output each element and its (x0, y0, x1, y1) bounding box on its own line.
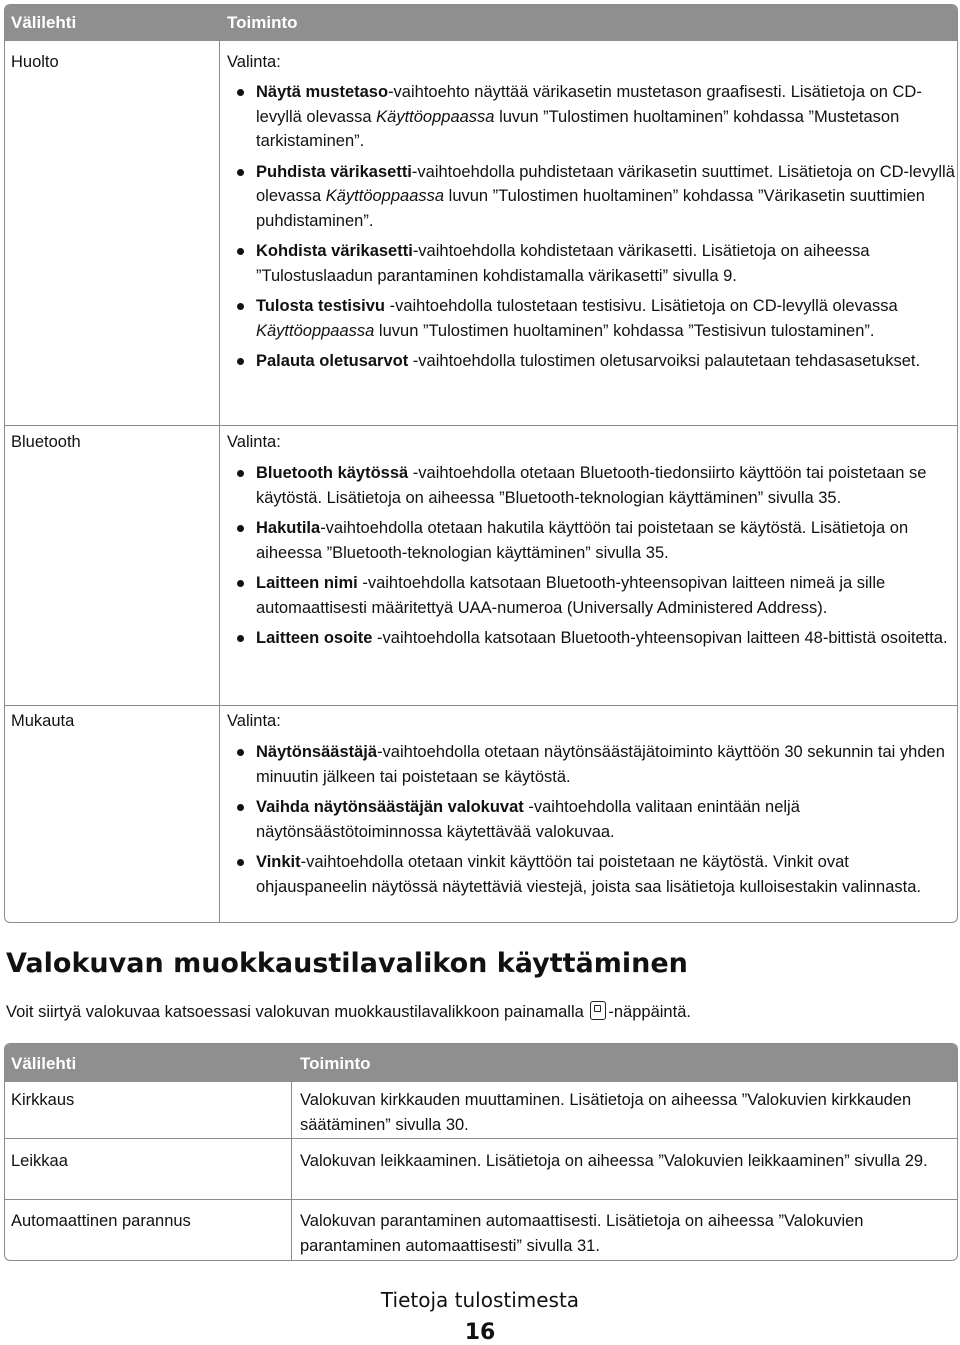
option-list (227, 740, 957, 905)
tab-label-bluetooth: Bluetooth (11, 433, 81, 451)
tab-label-mukauta: Mukauta (11, 712, 75, 730)
row-divider (5, 425, 957, 426)
tab-label-leikkaa: Leikkaa (11, 1152, 68, 1170)
list-item: Näytönsäästäjä-vaihtoehdolla otetaan näytönsäästäjätoiminto käyttöön 30 sekunnin tai yhden minuutin jälkeen tai poistetaan se käytöstä. (227, 740, 957, 789)
footer-title: Tietoja tulostimesta (380, 1288, 580, 1312)
header-tab: Välilehti (11, 13, 77, 32)
row-divider (5, 1138, 957, 1139)
row-text: Valokuvan kirkkauden muuttaminen. Lisätietoja on aiheessa ”Valokuvien kirkkauden säätäminen” sivulla 30. (300, 1091, 912, 1134)
header-function: Toiminto (227, 13, 298, 32)
list-item: Näytä mustetaso-vaihtoehto näyttää värikasetin mustetason graafisesti. Lisätietoja on CD-levyllä olevassa Käyttöoppaassa luvun ”Tulostimen huoltaminen” kohdassa ”Mustetason tarkistaminen”. (227, 80, 957, 154)
photo-edit-table (4, 1043, 958, 1261)
list-item: Laitteen nimi -vaihtoehdolla katsotaan Bluetooth-yhteensopivan laitteen nimeä ja sille automaattisesti määritettyä UAA-numeroa (Universally Administered Address). (227, 571, 957, 620)
column-divider (291, 1082, 292, 1260)
section-intro: Voit siirtyä valokuvaa katsoessasi valokuvan muokkaustilavalikkoon painamalla -näppäintä. (6, 1003, 691, 1021)
row-text: Valokuvan parantaminen automaattisesti. Lisätietoja on aiheessa ”Valokuvien parantaminen automaattisesti” sivulla 31. (300, 1212, 864, 1255)
row-intro: Valinta: (227, 433, 281, 451)
header-function: Toiminto (300, 1054, 371, 1073)
list-item: Puhdista värikasetti-vaihtoehdolla puhdistetaan värikasetin suuttimet. Lisätietoja on CD-levyllä olevassa Käyttöoppaassa luvun ”Tulostimen huoltaminen” kohdassa ”Värikasetin suuttimien puhdistaminen”. (227, 160, 957, 234)
list-item: Vaihda näytönsäästäjän valokuvat -vaihtoehdolla valitaan enintään neljä näytönsäästötoiminnossa käytettävää valokuvaa. (227, 795, 957, 844)
list-item: Tulosta testisivu -vaihtoehdolla tulostetaan testisivu. Lisätietoja on CD-levyllä olevassa Käyttöoppaassa luvun ”Tulostimen huoltaminen” kohdassa ”Testisivun tulostaminen”. (227, 294, 957, 343)
list-item: Laitteen osoite -vaihtoehdolla katsotaan Bluetooth-yhteensopivan laitteen 48-bittistä osoitetta. (227, 626, 957, 651)
column-divider (219, 41, 220, 922)
list-item: Bluetooth käytössä -vaihtoehdolla otetaan Bluetooth-tiedonsiirto käyttöön tai poistetaan se käytöstä. Lisätietoja on aiheessa ”Bluetooth-teknologian käyttäminen” sivulla 35. (227, 461, 957, 510)
option-list (227, 461, 957, 657)
row-divider (5, 1199, 957, 1200)
page-number: 16 (464, 1320, 496, 1345)
settings-table (4, 4, 958, 923)
tab-label-kirkkaus: Kirkkaus (11, 1091, 75, 1109)
list-item: Hakutila-vaihtoehdolla otetaan hakutila käyttöön tai poistetaan se käytöstä. Lisätietoja on aiheessa ”Bluetooth-teknologian käyttäminen” sivulla 35. (227, 516, 957, 565)
row-intro: Valinta: (227, 53, 281, 71)
photo-edit-key-icon (590, 1001, 606, 1020)
list-item: Vinkit-vaihtoehdolla otetaan vinkit käyttöön tai poistetaan ne käytöstä. Vinkit ovat ohjauspaneelin näytössä näytettäviä viestejä, joista saa lisätietoja kulloisestakin valinnasta. (227, 850, 957, 899)
list-item: Kohdista värikasetti-vaihtoehdolla kohdistetaan värikasetti. Lisätietoja on aiheessa ”Tulostuslaadun parantaminen kohdistamalla värikasetti” sivulla 9. (227, 239, 957, 288)
table-header (5, 5, 957, 41)
row-divider (5, 705, 957, 706)
row-text: Valokuvan leikkaaminen. Lisätietoja on aiheessa ”Valokuvien leikkaaminen” sivulla 29. (300, 1152, 928, 1170)
section-title: Valokuvan muokkaustilavalikon käyttäminen (6, 948, 688, 979)
row-intro: Valinta: (227, 712, 281, 730)
option-list (227, 80, 957, 380)
table-header (5, 1044, 957, 1082)
list-item: Palauta oletusarvot -vaihtoehdolla tulostimen oletusarvoiksi palautetaan tehdasasetukset. (227, 349, 957, 374)
header-tab: Välilehti (11, 1054, 77, 1073)
tab-label-automaattinen-parannus: Automaattinen parannus (11, 1212, 191, 1230)
tab-label-huolto: Huolto (11, 53, 59, 71)
